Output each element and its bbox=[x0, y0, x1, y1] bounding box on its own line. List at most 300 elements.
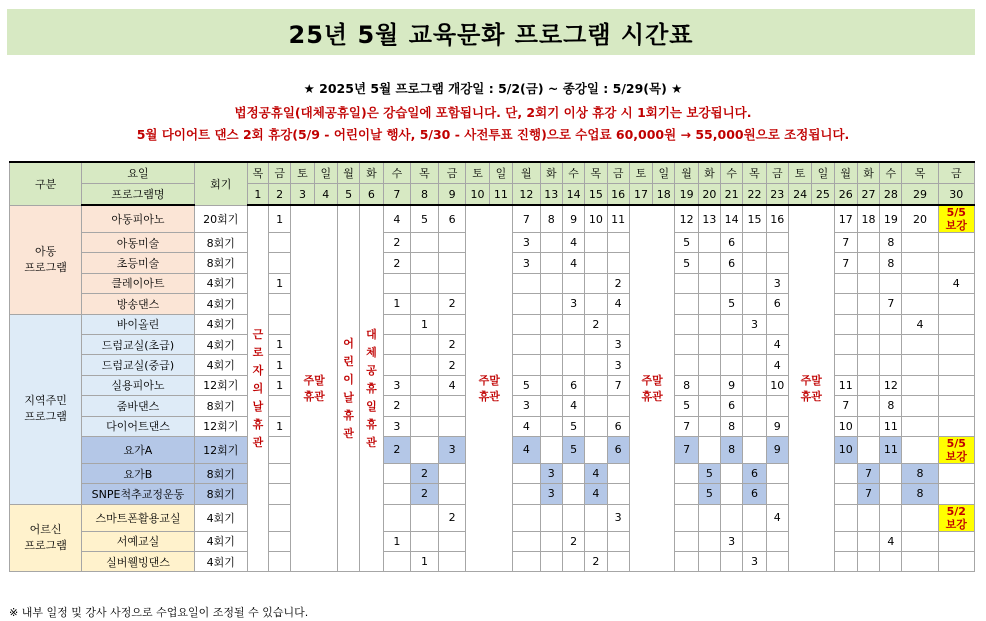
session-cell: 4 bbox=[585, 463, 607, 483]
schedule-period-notice: ★ 2025년 5월 프로그램 개강일 : 5/2(금) ~ 종강일 : 5/29(목) ★ bbox=[303, 81, 683, 96]
session-cell: 9 bbox=[766, 416, 788, 436]
session-cell: 4 bbox=[902, 314, 938, 334]
session-cell bbox=[585, 334, 607, 354]
session-cell bbox=[607, 314, 629, 334]
header-date: 28 bbox=[880, 184, 902, 206]
session-cell: 9 bbox=[562, 205, 584, 233]
session-cell: 2 bbox=[411, 484, 439, 504]
session-cell: 5 bbox=[721, 294, 743, 314]
session-cell bbox=[721, 463, 743, 483]
session-cell bbox=[540, 314, 562, 334]
program-name: 요가B bbox=[82, 463, 195, 483]
session-cell: 7 bbox=[607, 375, 629, 395]
header-weekday: 토 bbox=[466, 162, 489, 184]
session-cell: 5 bbox=[675, 233, 698, 253]
session-cell bbox=[438, 233, 466, 253]
header-program-label: 프로그램명 bbox=[82, 184, 195, 206]
session-cell: 5 bbox=[513, 375, 541, 395]
session-cell: 8 bbox=[675, 375, 698, 395]
session-cell bbox=[585, 233, 607, 253]
session-cell bbox=[880, 355, 902, 375]
session-cell bbox=[675, 504, 698, 531]
header-date: 22 bbox=[743, 184, 766, 206]
session-cell bbox=[902, 273, 938, 293]
session-cell bbox=[743, 334, 766, 354]
program-sessions: 12회기 bbox=[194, 375, 247, 395]
session-cell bbox=[902, 334, 938, 354]
program-name: 바이올린 bbox=[82, 314, 195, 334]
session-cell: 4 bbox=[562, 253, 584, 273]
program-sessions: 4회기 bbox=[194, 552, 247, 572]
header-weekday: 화 bbox=[698, 162, 720, 184]
fee-adjustment-notice: 5월 다이어트 댄스 2회 휴강(5/9 - 어린이날 행사, 5/30 - 사전투표 진행)으로 수업료 60,000원 → 55,000원으로 조정됩니다. bbox=[136, 127, 850, 142]
session-cell bbox=[562, 463, 584, 483]
session-cell: 2 bbox=[585, 552, 607, 572]
session-cell bbox=[743, 294, 766, 314]
header-date: 29 bbox=[902, 184, 938, 206]
session-cell: 3 bbox=[383, 416, 411, 436]
header-weekday: 일 bbox=[314, 162, 337, 184]
session-cell bbox=[902, 531, 938, 551]
session-cell: 7 bbox=[834, 233, 857, 253]
session-cell: 6 bbox=[743, 463, 766, 483]
header-weekday: 목 bbox=[411, 162, 439, 184]
session-cell bbox=[834, 531, 857, 551]
session-cell: 6 bbox=[721, 396, 743, 416]
session-cell bbox=[857, 436, 879, 463]
session-cell: 3 bbox=[607, 504, 629, 531]
session-cell bbox=[562, 314, 584, 334]
program-name: 드럼교실(중급) bbox=[82, 355, 195, 375]
session-cell bbox=[721, 334, 743, 354]
session-cell: 20 bbox=[902, 205, 938, 233]
session-cell bbox=[675, 463, 698, 483]
table-row bbox=[10, 205, 975, 233]
session-cell bbox=[938, 416, 974, 436]
session-cell bbox=[834, 273, 857, 293]
session-cell: 8 bbox=[721, 436, 743, 463]
session-cell bbox=[938, 314, 974, 334]
session-cell bbox=[540, 504, 562, 531]
session-cell: 3 bbox=[766, 273, 788, 293]
header-date: 9 bbox=[438, 184, 466, 206]
session-cell bbox=[721, 314, 743, 334]
header-weekday: 금 bbox=[938, 162, 974, 184]
session-cell bbox=[540, 375, 562, 395]
session-cell bbox=[698, 314, 720, 334]
session-cell bbox=[513, 552, 541, 572]
session-cell: 16 bbox=[766, 205, 788, 233]
program-name: 방송댄스 bbox=[82, 294, 195, 314]
header-date: 14 bbox=[562, 184, 584, 206]
session-cell bbox=[880, 504, 902, 531]
page-title: 25년 5월 교육문화 프로그램 시간표 bbox=[7, 9, 975, 55]
session-cell bbox=[585, 273, 607, 293]
session-cell bbox=[834, 484, 857, 504]
session-cell bbox=[562, 484, 584, 504]
program-name: 다이어트댄스 bbox=[82, 416, 195, 436]
session-cell bbox=[834, 355, 857, 375]
session-cell bbox=[562, 504, 584, 531]
session-cell bbox=[438, 552, 466, 572]
session-cell: 8 bbox=[902, 484, 938, 504]
session-cell: 6 bbox=[562, 375, 584, 395]
header-date: 5 bbox=[337, 184, 359, 206]
header-date: 3 bbox=[291, 184, 314, 206]
header-date: 26 bbox=[834, 184, 857, 206]
header-weekday: 수 bbox=[562, 162, 584, 184]
session-cell bbox=[383, 273, 411, 293]
session-cell bbox=[675, 531, 698, 551]
session-cell bbox=[585, 355, 607, 375]
session-cell bbox=[383, 463, 411, 483]
header-date: 23 bbox=[766, 184, 788, 206]
session-cell bbox=[743, 273, 766, 293]
session-cell bbox=[383, 504, 411, 531]
header-weekday: 화 bbox=[360, 162, 383, 184]
session-cell bbox=[585, 253, 607, 273]
session-cell: 8 bbox=[880, 396, 902, 416]
session-cell: 4 bbox=[562, 396, 584, 416]
session-cell: 7 bbox=[857, 484, 879, 504]
session-cell: 15 bbox=[743, 205, 766, 233]
session-cell: 12 bbox=[880, 375, 902, 395]
program-sessions: 4회기 bbox=[194, 334, 247, 354]
group-label: 어르신 프로그램 bbox=[10, 504, 82, 572]
session-cell bbox=[540, 552, 562, 572]
weekend-closure-label: 주말 휴관 bbox=[629, 205, 675, 572]
session-cell bbox=[698, 531, 720, 551]
session-cell bbox=[585, 416, 607, 436]
session-cell bbox=[540, 396, 562, 416]
session-cell bbox=[269, 233, 291, 253]
session-cell: 3 bbox=[743, 314, 766, 334]
program-sessions: 8회기 bbox=[194, 233, 247, 253]
session-cell bbox=[880, 273, 902, 293]
program-name: SNPE척추교정운동 bbox=[82, 484, 195, 504]
session-cell bbox=[743, 504, 766, 531]
session-cell bbox=[269, 396, 291, 416]
session-cell bbox=[902, 552, 938, 572]
session-cell bbox=[269, 253, 291, 273]
session-cell bbox=[411, 504, 439, 531]
weekend-closure-label: 주말 휴관 bbox=[291, 205, 338, 572]
program-name: 요가A bbox=[82, 436, 195, 463]
session-cell bbox=[857, 396, 879, 416]
session-cell bbox=[766, 484, 788, 504]
session-cell bbox=[938, 334, 974, 354]
session-cell bbox=[540, 253, 562, 273]
session-cell bbox=[607, 396, 629, 416]
session-cell: 11 bbox=[834, 375, 857, 395]
session-cell bbox=[698, 294, 720, 314]
session-cell: 4 bbox=[766, 334, 788, 354]
header-date: 8 bbox=[411, 184, 439, 206]
header-weekday: 수 bbox=[383, 162, 411, 184]
session-cell bbox=[880, 314, 902, 334]
session-cell: 7 bbox=[834, 396, 857, 416]
session-cell: 19 bbox=[880, 205, 902, 233]
session-cell bbox=[411, 355, 439, 375]
session-cell bbox=[938, 552, 974, 572]
session-cell bbox=[585, 436, 607, 463]
session-cell bbox=[411, 436, 439, 463]
session-cell bbox=[721, 552, 743, 572]
session-cell: 3 bbox=[540, 484, 562, 504]
session-cell: 6 bbox=[438, 205, 466, 233]
header-category: 구분 bbox=[10, 162, 82, 205]
session-cell bbox=[540, 436, 562, 463]
session-cell bbox=[698, 504, 720, 531]
session-cell bbox=[834, 334, 857, 354]
makeup-class-note: 5/5 보강 bbox=[938, 436, 974, 463]
session-cell: 9 bbox=[721, 375, 743, 395]
session-cell: 2 bbox=[383, 253, 411, 273]
session-cell: 5 bbox=[411, 205, 439, 233]
session-cell: 5 bbox=[698, 484, 720, 504]
session-cell bbox=[834, 463, 857, 483]
header-weekday: 목 bbox=[247, 162, 268, 184]
session-cell: 4 bbox=[880, 531, 902, 551]
session-cell bbox=[902, 375, 938, 395]
program-sessions: 8회기 bbox=[194, 463, 247, 483]
session-cell: 1 bbox=[411, 314, 439, 334]
session-cell bbox=[513, 294, 541, 314]
holiday-closure-label: 근로자의날휴관 bbox=[247, 205, 268, 572]
holiday-closure-label: 대체공휴일휴관 bbox=[360, 205, 383, 572]
session-cell: 5 bbox=[675, 253, 698, 273]
session-cell bbox=[540, 233, 562, 253]
session-cell bbox=[834, 314, 857, 334]
session-cell bbox=[513, 463, 541, 483]
session-cell: 5 bbox=[675, 396, 698, 416]
header-weekday: 금 bbox=[607, 162, 629, 184]
header-weekday: 목 bbox=[743, 162, 766, 184]
session-cell bbox=[743, 233, 766, 253]
session-cell bbox=[411, 375, 439, 395]
session-cell bbox=[540, 294, 562, 314]
session-cell bbox=[902, 294, 938, 314]
session-cell bbox=[938, 484, 974, 504]
session-cell bbox=[675, 355, 698, 375]
session-cell bbox=[269, 552, 291, 572]
header-date: 6 bbox=[360, 184, 383, 206]
header-date: 24 bbox=[788, 184, 811, 206]
session-cell: 3 bbox=[607, 355, 629, 375]
session-cell bbox=[902, 396, 938, 416]
session-cell bbox=[834, 294, 857, 314]
session-cell bbox=[607, 531, 629, 551]
session-cell bbox=[562, 334, 584, 354]
session-cell: 7 bbox=[857, 463, 879, 483]
session-cell bbox=[411, 396, 439, 416]
session-cell: 5 bbox=[562, 436, 584, 463]
header-date: 18 bbox=[653, 184, 675, 206]
session-cell bbox=[857, 416, 879, 436]
session-cell bbox=[938, 375, 974, 395]
session-cell bbox=[698, 233, 720, 253]
session-cell: 4 bbox=[607, 294, 629, 314]
session-cell bbox=[857, 375, 879, 395]
session-cell: 8 bbox=[902, 463, 938, 483]
session-cell bbox=[269, 463, 291, 483]
session-cell bbox=[411, 253, 439, 273]
session-cell: 2 bbox=[411, 463, 439, 483]
program-name: 스마트폰활용교실 bbox=[82, 504, 195, 531]
session-cell bbox=[880, 484, 902, 504]
session-cell: 7 bbox=[675, 416, 698, 436]
session-cell: 10 bbox=[834, 416, 857, 436]
session-cell bbox=[834, 552, 857, 572]
session-cell bbox=[269, 294, 291, 314]
session-cell bbox=[540, 273, 562, 293]
header-date: 2 bbox=[269, 184, 291, 206]
program-name: 클레이아트 bbox=[82, 273, 195, 293]
header-date: 1 bbox=[247, 184, 268, 206]
session-cell: 2 bbox=[438, 504, 466, 531]
session-cell: 9 bbox=[766, 436, 788, 463]
session-cell bbox=[743, 355, 766, 375]
session-cell: 8 bbox=[880, 253, 902, 273]
timetable bbox=[9, 161, 975, 572]
session-cell bbox=[698, 552, 720, 572]
session-cell: 3 bbox=[540, 463, 562, 483]
header-date: 4 bbox=[314, 184, 337, 206]
session-cell bbox=[438, 273, 466, 293]
session-cell: 4 bbox=[766, 355, 788, 375]
session-cell bbox=[562, 273, 584, 293]
session-cell bbox=[938, 294, 974, 314]
header-weekday: 화 bbox=[540, 162, 562, 184]
session-cell: 4 bbox=[938, 273, 974, 293]
session-cell bbox=[902, 355, 938, 375]
header-weekday: 목 bbox=[902, 162, 938, 184]
session-cell bbox=[766, 552, 788, 572]
session-cell: 2 bbox=[383, 436, 411, 463]
session-cell: 7 bbox=[675, 436, 698, 463]
session-cell bbox=[857, 294, 879, 314]
header-date: 11 bbox=[489, 184, 512, 206]
session-cell bbox=[721, 504, 743, 531]
session-cell bbox=[766, 463, 788, 483]
session-cell bbox=[857, 504, 879, 531]
program-sessions: 20회기 bbox=[194, 205, 247, 233]
session-cell bbox=[585, 504, 607, 531]
header-weekday: 금 bbox=[766, 162, 788, 184]
session-cell: 18 bbox=[857, 205, 879, 233]
session-cell bbox=[938, 253, 974, 273]
weekend-closure-label: 주말 휴관 bbox=[466, 205, 513, 572]
header-weekday-label: 요일 bbox=[82, 162, 195, 184]
session-cell bbox=[743, 436, 766, 463]
program-name: 드럼교실(초급) bbox=[82, 334, 195, 354]
session-cell: 1 bbox=[411, 552, 439, 572]
session-cell: 12 bbox=[675, 205, 698, 233]
program-sessions: 4회기 bbox=[194, 294, 247, 314]
session-cell: 1 bbox=[269, 416, 291, 436]
header-date: 7 bbox=[383, 184, 411, 206]
header-weekday: 월 bbox=[834, 162, 857, 184]
makeup-class-note: 5/5 보강 bbox=[938, 205, 974, 233]
session-cell bbox=[513, 504, 541, 531]
session-cell bbox=[513, 484, 541, 504]
session-cell bbox=[698, 355, 720, 375]
header-date: 16 bbox=[607, 184, 629, 206]
session-cell bbox=[562, 552, 584, 572]
session-cell bbox=[675, 314, 698, 334]
program-sessions: 8회기 bbox=[194, 484, 247, 504]
session-cell: 1 bbox=[383, 531, 411, 551]
session-cell bbox=[721, 484, 743, 504]
holiday-policy-notice: 법정공휴일(대체공휴일)은 강습일에 포함됩니다. 단, 2회기 이상 휴강 시 1회기는 보강됩니다. bbox=[234, 105, 752, 120]
session-cell bbox=[540, 531, 562, 551]
session-cell: 2 bbox=[562, 531, 584, 551]
header-weekday: 월 bbox=[337, 162, 359, 184]
session-cell: 1 bbox=[269, 273, 291, 293]
holiday-closure-label: 어린이날휴관 bbox=[337, 205, 359, 572]
group-label: 지역주민 프로그램 bbox=[10, 314, 82, 504]
session-cell bbox=[269, 436, 291, 463]
session-cell bbox=[607, 552, 629, 572]
session-cell: 4 bbox=[383, 205, 411, 233]
session-cell bbox=[698, 273, 720, 293]
session-cell bbox=[938, 233, 974, 253]
session-cell bbox=[383, 484, 411, 504]
session-cell bbox=[383, 334, 411, 354]
session-cell: 1 bbox=[269, 205, 291, 233]
header-date: 13 bbox=[540, 184, 562, 206]
session-cell bbox=[438, 416, 466, 436]
session-cell bbox=[269, 484, 291, 504]
session-cell: 4 bbox=[585, 484, 607, 504]
header-date: 27 bbox=[857, 184, 879, 206]
header-weekday: 금 bbox=[269, 162, 291, 184]
session-cell bbox=[743, 416, 766, 436]
header-date: 25 bbox=[812, 184, 834, 206]
session-cell bbox=[938, 531, 974, 551]
session-cell bbox=[513, 355, 541, 375]
session-cell bbox=[721, 273, 743, 293]
session-cell: 17 bbox=[834, 205, 857, 233]
session-cell bbox=[585, 531, 607, 551]
program-sessions: 4회기 bbox=[194, 504, 247, 531]
header-weekday: 수 bbox=[880, 162, 902, 184]
session-cell bbox=[269, 531, 291, 551]
session-cell: 5 bbox=[698, 463, 720, 483]
header-weekday: 월 bbox=[675, 162, 698, 184]
session-cell: 3 bbox=[743, 552, 766, 572]
header-weekday: 목 bbox=[585, 162, 607, 184]
session-cell: 2 bbox=[585, 314, 607, 334]
session-cell bbox=[857, 273, 879, 293]
header-date: 17 bbox=[629, 184, 652, 206]
session-cell bbox=[438, 531, 466, 551]
session-cell bbox=[411, 416, 439, 436]
session-cell bbox=[857, 314, 879, 334]
session-cell: 3 bbox=[513, 396, 541, 416]
header-weekday: 일 bbox=[489, 162, 512, 184]
session-cell: 11 bbox=[607, 205, 629, 233]
session-cell: 10 bbox=[834, 436, 857, 463]
session-cell bbox=[585, 294, 607, 314]
session-cell bbox=[607, 253, 629, 273]
session-cell: 4 bbox=[562, 233, 584, 253]
program-sessions: 8회기 bbox=[194, 253, 247, 273]
session-cell bbox=[902, 233, 938, 253]
session-cell bbox=[438, 314, 466, 334]
program-sessions: 12회기 bbox=[194, 436, 247, 463]
session-cell bbox=[857, 253, 879, 273]
